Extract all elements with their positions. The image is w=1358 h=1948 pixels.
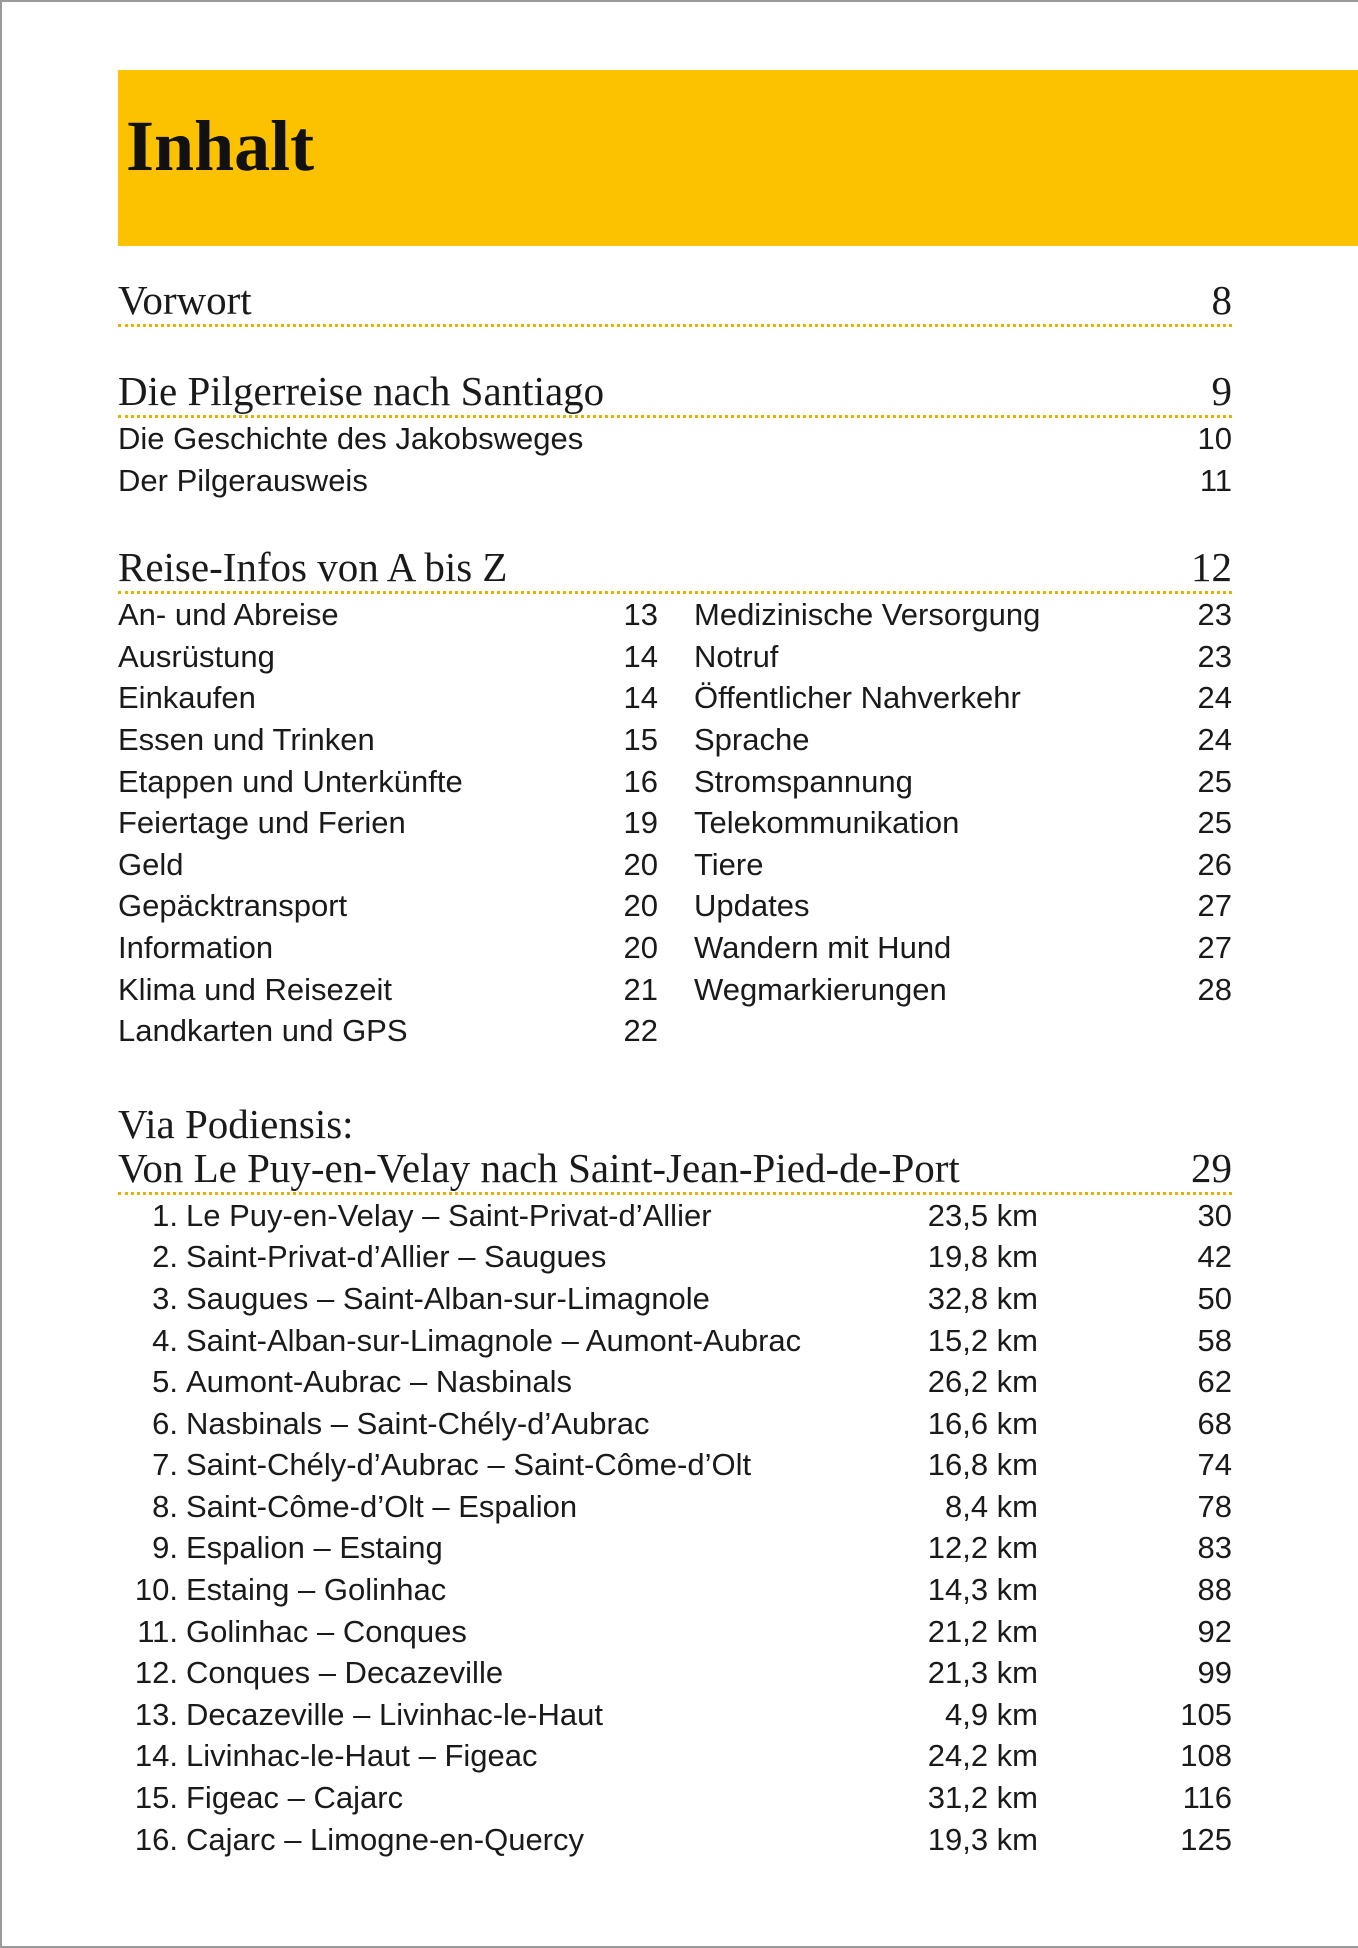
stage-name: Cajarc – Limogne-en-Quercy	[186, 1821, 585, 1857]
toc-entry[interactable]	[694, 802, 1232, 844]
entry-page: 10	[1197, 421, 1232, 456]
stage-name: Decazeville – Livinhac-le-Haut	[186, 1696, 603, 1732]
section-vorwort[interactable]	[118, 278, 1232, 322]
stage-distance: 8,4 km	[944, 1488, 1038, 1524]
entry-page: 16	[623, 763, 658, 799]
toc-entry[interactable]	[118, 460, 1232, 502]
toc-entry[interactable]	[118, 802, 658, 844]
toc-entry[interactable]	[118, 418, 1232, 460]
toc-entry[interactable]	[694, 677, 1232, 719]
entry-page: 25	[1197, 805, 1232, 841]
stage-entry[interactable]	[118, 1361, 1232, 1403]
stage-number: 3.	[152, 1280, 178, 1316]
section-reiseinfos[interactable]	[118, 545, 1232, 589]
stage-entry[interactable]	[118, 1195, 1232, 1237]
entry-page: 24	[1197, 721, 1232, 757]
stage-name: Espalion – Estaing	[186, 1530, 443, 1566]
stage-distance: 4,9 km	[944, 1696, 1038, 1732]
stage-distance: 19,8 km	[927, 1239, 1038, 1275]
toc-entry[interactable]	[694, 969, 1232, 1011]
toc-entry[interactable]	[694, 927, 1232, 969]
toc-entry[interactable]	[694, 719, 1232, 761]
stage-number: 4.	[152, 1322, 178, 1358]
entry-label: Klima und Reisezeit	[118, 971, 392, 1007]
stage-distance: 16,6 km	[927, 1405, 1038, 1441]
entry-label: Sprache	[694, 721, 810, 757]
stage-number: 14.	[134, 1738, 178, 1774]
stage-number: 2.	[152, 1239, 178, 1275]
reiseinfos-right-column	[658, 594, 1232, 1052]
stage-name: Conques – Decazeville	[186, 1655, 504, 1691]
toc-entry[interactable]	[694, 844, 1232, 886]
stage-distance: 12,2 km	[927, 1530, 1038, 1566]
page-title: Inhalt	[126, 106, 315, 186]
entry-label: Einkaufen	[118, 680, 256, 716]
toc-entry[interactable]	[118, 636, 658, 678]
entry-page: 25	[1197, 763, 1232, 799]
toc-entry[interactable]	[118, 719, 658, 761]
top-border	[0, 0, 1358, 2]
entry-label: Tiere	[694, 846, 764, 882]
stage-name: Golinhac – Conques	[186, 1613, 467, 1649]
stage-page: 62	[1197, 1364, 1232, 1400]
stage-page: 125	[1180, 1821, 1232, 1857]
stage-number: 11.	[137, 1613, 178, 1649]
toc-entry[interactable]	[118, 969, 658, 1011]
toc-entry[interactable]	[118, 927, 658, 969]
stage-number: 13.	[134, 1696, 178, 1732]
toc-entry[interactable]	[694, 594, 1232, 636]
stage-distance: 32,8 km	[927, 1280, 1038, 1316]
stage-distance: 23,5 km	[927, 1197, 1038, 1233]
entry-page: 26	[1197, 846, 1232, 882]
stage-entry[interactable]	[118, 1403, 1232, 1445]
stage-name: Saugues – Saint-Alban-sur-Limagnole	[186, 1280, 710, 1316]
stage-number: 9.	[152, 1530, 178, 1566]
toc-entry[interactable]	[118, 677, 658, 719]
entry-page: 23	[1197, 597, 1232, 633]
entry-page: 19	[623, 805, 658, 841]
reiseinfos-columns	[118, 594, 1232, 1052]
stage-distance: 15,2 km	[927, 1322, 1038, 1358]
entry-label: Öffentlicher Nahverkehr	[694, 680, 1021, 716]
stage-entry[interactable]	[118, 1611, 1232, 1653]
stage-distance: 14,3 km	[927, 1572, 1038, 1608]
stage-page: 108	[1180, 1738, 1232, 1774]
stage-entry[interactable]	[118, 1569, 1232, 1611]
stage-name: Le Puy-en-Velay – Saint-Privat-d’Allier	[186, 1197, 712, 1233]
stage-entry[interactable]	[118, 1735, 1232, 1777]
stage-number: 10.	[134, 1572, 178, 1608]
toc-entry[interactable]	[694, 636, 1232, 678]
toc-entry[interactable]	[118, 885, 658, 927]
stage-name: Saint-Côme-d’Olt – Espalion	[186, 1488, 578, 1524]
stage-distance: 19,3 km	[927, 1821, 1038, 1857]
stage-page: 92	[1197, 1613, 1232, 1649]
stage-page: 105	[1180, 1696, 1232, 1732]
stage-distance: 21,3 km	[927, 1655, 1038, 1691]
entry-page: 27	[1197, 888, 1232, 924]
stage-page: 83	[1197, 1530, 1232, 1566]
entry-label: Wandern mit Hund	[694, 929, 952, 965]
section-page: 8	[1211, 277, 1232, 323]
stage-entry[interactable]	[118, 1236, 1232, 1278]
stage-page: 116	[1182, 1780, 1232, 1816]
stage-entry[interactable]	[118, 1486, 1232, 1528]
entry-label: Der Pilgerausweis	[118, 462, 368, 498]
entry-page: 14	[623, 638, 658, 674]
section-podiensis[interactable]	[118, 1102, 1232, 1190]
stage-distance: 31,2 km	[927, 1780, 1038, 1816]
stage-number: 6.	[152, 1405, 178, 1441]
entry-label: Medizinische Versorgung	[694, 597, 1041, 633]
stage-name: Estaing – Golinhac	[186, 1572, 447, 1608]
entry-page: 20	[623, 846, 658, 882]
stage-number: 16.	[134, 1821, 178, 1857]
stage-entry[interactable]	[118, 1444, 1232, 1486]
toc-entry[interactable]	[694, 761, 1232, 803]
stage-distance: 16,8 km	[927, 1447, 1038, 1483]
entry-label: Feiertage und Ferien	[118, 805, 406, 841]
entry-label: Information	[118, 929, 274, 965]
toc-entry[interactable]	[118, 844, 658, 886]
stage-number: 12.	[134, 1655, 178, 1691]
entry-label: Etappen und Unterkünfte	[118, 763, 463, 799]
stage-distance: 24,2 km	[927, 1738, 1038, 1774]
stage-name: Aumont-Aubrac – Nasbinals	[186, 1364, 572, 1400]
title-banner	[118, 70, 1358, 246]
stage-number: 15.	[134, 1780, 178, 1816]
entry-label: Die Geschichte des Jakobsweges	[118, 421, 584, 456]
entry-page: 24	[1197, 680, 1232, 716]
stage-page: 78	[1197, 1488, 1232, 1524]
stage-page: 74	[1197, 1447, 1232, 1483]
entry-label: Gepäcktransport	[118, 888, 348, 924]
left-border	[0, 0, 2, 1948]
stage-name: Saint-Chély-d’Aubrac – Saint-Côme-d’Olt	[186, 1447, 752, 1483]
section-title: Vorwort	[118, 277, 252, 323]
toc-entry[interactable]	[118, 1010, 658, 1052]
stage-entry[interactable]	[118, 1278, 1232, 1320]
pilgerreise-entries	[118, 418, 1232, 501]
entry-page: 27	[1197, 929, 1232, 965]
toc-entry[interactable]	[118, 594, 658, 636]
stage-page: 88	[1197, 1572, 1232, 1608]
section-title: Reise-Infos von A bis Z	[118, 544, 508, 591]
section-title	[118, 1102, 960, 1190]
section-title-line1: Via Podiensis:	[118, 1100, 354, 1147]
stage-distance: 21,2 km	[927, 1613, 1038, 1649]
entry-page: 23	[1197, 638, 1232, 674]
stage-page: 58	[1197, 1322, 1232, 1358]
section-page: 9	[1211, 368, 1232, 414]
entry-page: 14	[623, 680, 658, 716]
section-title-line2: Von Le Puy-en-Velay nach Saint-Jean-Pied-de-Port	[118, 1144, 960, 1191]
stage-name: Livinhac-le-Haut – Figeac	[186, 1738, 538, 1774]
stage-page: 68	[1197, 1405, 1232, 1441]
stage-entry[interactable]	[118, 1819, 1232, 1861]
entry-label: Wegmarkierungen	[694, 971, 947, 1007]
entry-label: Updates	[694, 888, 810, 924]
entry-label: Telekommunikation	[694, 805, 960, 841]
stage-entry[interactable]	[118, 1777, 1232, 1819]
stage-page: 99	[1197, 1655, 1232, 1691]
stage-entry[interactable]	[118, 1320, 1232, 1362]
entry-label: Geld	[118, 846, 184, 882]
section-pilgerreise[interactable]	[118, 369, 1232, 413]
stage-number: 1.	[152, 1197, 178, 1233]
table-of-contents	[118, 278, 1232, 1860]
stage-page: 42	[1197, 1239, 1232, 1275]
stage-entry[interactable]	[118, 1652, 1232, 1694]
entry-label: Essen und Trinken	[118, 721, 375, 757]
stage-number: 5.	[152, 1364, 178, 1400]
entry-label: Stromspannung	[694, 763, 913, 799]
entry-page: 11	[1199, 462, 1232, 498]
stage-list	[118, 1195, 1232, 1861]
entry-page: 13	[623, 597, 658, 633]
stage-name: Nasbinals – Saint-Chély-d’Aubrac	[186, 1405, 650, 1441]
toc-entry[interactable]	[118, 761, 658, 803]
stage-name: Saint-Privat-d’Allier – Saugues	[186, 1239, 607, 1275]
entry-label: Ausrüstung	[118, 638, 275, 674]
entry-label: Landkarten und GPS	[118, 1013, 408, 1049]
stage-name: Saint-Alban-sur-Limagnole – Aumont-Aubrac	[186, 1322, 802, 1358]
entry-page: 15	[623, 721, 658, 757]
entry-page: 28	[1197, 971, 1232, 1007]
reiseinfos-left-column	[118, 594, 658, 1052]
stage-number: 7.	[152, 1447, 178, 1483]
entry-page: 20	[623, 929, 658, 965]
stage-number: 8.	[152, 1488, 178, 1524]
entry-page: 21	[623, 971, 658, 1007]
stage-entry[interactable]	[118, 1527, 1232, 1569]
entry-page: 20	[623, 888, 658, 924]
stage-page: 50	[1197, 1280, 1232, 1316]
entry-label: Notruf	[694, 638, 779, 674]
stage-distance: 26,2 km	[927, 1364, 1038, 1400]
toc-entry[interactable]	[694, 885, 1232, 927]
section-title: Die Pilgerreise nach Santiago	[118, 368, 605, 414]
section-page: 12	[1191, 544, 1232, 591]
entry-page: 22	[623, 1013, 658, 1049]
section-page: 29	[1191, 1144, 1232, 1191]
stage-page: 30	[1197, 1197, 1232, 1233]
stage-name: Figeac – Cajarc	[186, 1780, 404, 1816]
entry-label: An- und Abreise	[118, 597, 339, 633]
stage-entry[interactable]	[118, 1694, 1232, 1736]
